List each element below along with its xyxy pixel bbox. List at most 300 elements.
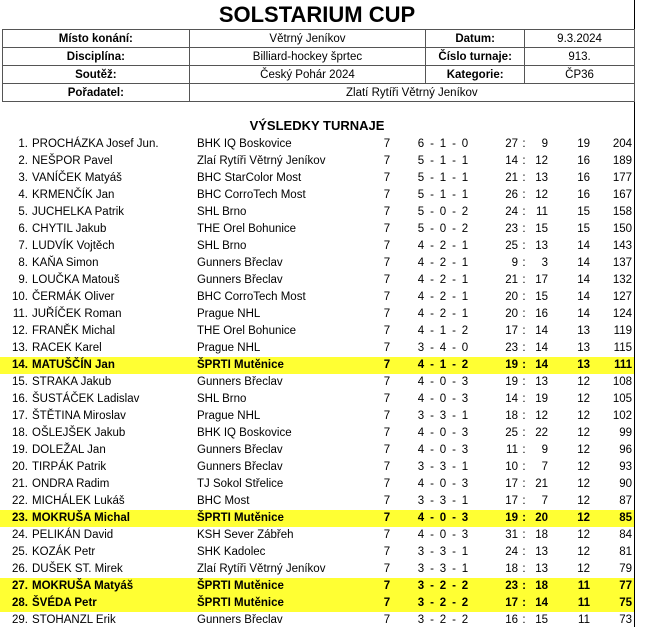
table-row <box>0 442 634 459</box>
goals-against: 7 <box>541 461 548 473</box>
wins: 4 <box>417 240 425 252</box>
club-name: Gunners Břeclav <box>197 274 283 286</box>
colon: : <box>522 325 526 337</box>
points: 12 <box>577 478 590 490</box>
rank: 19. <box>12 444 28 456</box>
draws: 3 <box>439 563 447 575</box>
dash: - <box>452 359 456 371</box>
draws: 2 <box>439 291 447 303</box>
games-played: 7 <box>383 274 391 286</box>
rank: 26. <box>12 563 28 575</box>
dash: - <box>430 155 434 167</box>
dash: - <box>452 410 456 422</box>
points: 14 <box>577 257 590 269</box>
club-name: ŠPRTI Mutěnice <box>197 580 284 592</box>
date-value: 9.3.2024 <box>525 30 635 48</box>
dash: - <box>452 546 456 558</box>
losses: 1 <box>461 189 469 201</box>
page-title: SOLSTARIUM CUP <box>218 2 416 27</box>
points: 16 <box>577 155 590 167</box>
goals-for: 25 <box>505 427 518 439</box>
games-played: 7 <box>383 580 391 592</box>
player-name: DUŠEK ST. Mirek <box>32 563 123 575</box>
points: 14 <box>577 291 590 303</box>
rank: 1. <box>18 138 28 150</box>
wins: 4 <box>417 274 425 286</box>
ranking-score: 96 <box>619 444 632 456</box>
dash: - <box>452 495 456 507</box>
dash: - <box>430 257 434 269</box>
draws: 0 <box>439 223 447 235</box>
losses: 1 <box>461 155 469 167</box>
player-name: KRMENČÍK Jan <box>32 189 115 201</box>
player-name: ONDRA Radim <box>32 478 110 490</box>
player-name: ŠUSTÁČEK Ladislav <box>32 393 140 405</box>
losses: 1 <box>461 546 469 558</box>
club-name: BHC CorroTech Most <box>197 291 306 303</box>
colon: : <box>522 444 526 456</box>
rank: 14. <box>12 359 28 371</box>
draws: 2 <box>439 257 447 269</box>
goals-against: 11 <box>536 206 548 218</box>
losses: 2 <box>461 359 469 371</box>
wins: 4 <box>417 393 425 405</box>
player-name: MOKRUŠA Matyáš <box>32 580 134 592</box>
wins: 4 <box>417 376 425 388</box>
points: 12 <box>577 546 590 558</box>
goals-for: 20 <box>505 308 518 320</box>
club-name: BHC StarColor Most <box>197 172 302 184</box>
colon: : <box>522 155 526 167</box>
goals-for: 9 <box>511 257 518 269</box>
venue-label: Místo konání: <box>3 30 190 48</box>
wins: 3 <box>417 546 425 558</box>
goals-against: 20 <box>535 512 548 524</box>
dash: - <box>430 546 434 558</box>
colon: : <box>522 563 526 575</box>
losses: 0 <box>461 342 469 354</box>
draws: 0 <box>439 512 447 524</box>
goals-against: 13 <box>535 240 548 252</box>
player-name: TIRPÁK Patrik <box>32 461 107 473</box>
dash: - <box>452 138 456 150</box>
table-row <box>0 493 634 510</box>
player-name: LOUČKA Matouš <box>32 274 120 286</box>
club-name: SHL Brno <box>197 206 247 218</box>
rank: 21. <box>12 478 28 490</box>
draws: 2 <box>439 240 447 252</box>
player-name: DOLEŽAL Jan <box>32 444 106 456</box>
player-name: ČERMÁK Oliver <box>32 291 115 303</box>
club-name: Gunners Břeclav <box>197 614 283 626</box>
goals-against: 13 <box>535 172 548 184</box>
losses: 0 <box>461 138 469 150</box>
ranking-score: 79 <box>619 563 632 575</box>
club-name: Prague NHL <box>197 410 261 422</box>
table-row <box>0 408 634 425</box>
games-played: 7 <box>383 529 391 541</box>
games-played: 7 <box>383 512 391 524</box>
dash: - <box>430 342 434 354</box>
dash: - <box>430 393 434 405</box>
colon: : <box>522 308 526 320</box>
goals-against: 19 <box>535 393 548 405</box>
goals-against: 18 <box>535 580 548 592</box>
losses: 1 <box>461 461 469 473</box>
player-name: OŠLEJŠEK Jakub <box>32 427 126 439</box>
points: 13 <box>577 342 590 354</box>
dash: - <box>452 597 456 609</box>
games-played: 7 <box>383 223 391 235</box>
ranking-score: 177 <box>612 172 632 184</box>
games-played: 7 <box>383 291 391 303</box>
dash: - <box>430 172 434 184</box>
rank: 10. <box>12 291 28 303</box>
goals-for: 18 <box>505 563 518 575</box>
goals-for: 27 <box>505 138 518 150</box>
draws: 0 <box>439 206 447 218</box>
dash: - <box>430 478 434 490</box>
losses: 1 <box>461 274 469 286</box>
dash: - <box>430 529 434 541</box>
losses: 2 <box>461 206 469 218</box>
club-name: ŠPRTI Mutěnice <box>197 512 284 524</box>
club-name: Prague NHL <box>197 342 261 354</box>
wins: 4 <box>417 325 425 337</box>
games-played: 7 <box>383 189 391 201</box>
table-row <box>0 459 634 476</box>
table-row <box>0 323 634 340</box>
ranking-score: 127 <box>612 291 632 303</box>
table-row <box>0 612 634 629</box>
dash: - <box>452 444 456 456</box>
table-row <box>0 425 634 442</box>
table-row <box>0 544 634 561</box>
ranking-score: 167 <box>612 189 632 201</box>
colon: : <box>522 206 526 218</box>
points: 11 <box>578 614 590 626</box>
club-name: BHK IQ Boskovice <box>197 138 292 150</box>
goals-for: 21 <box>505 274 518 286</box>
goals-for: 31 <box>505 529 518 541</box>
draws: 0 <box>439 529 447 541</box>
ranking-score: 158 <box>612 206 632 218</box>
player-name: JUŘÍČEK Roman <box>32 308 122 320</box>
player-name: KOZÁK Petr <box>32 546 96 558</box>
games-played: 7 <box>383 478 391 490</box>
player-name: ŠVÉDA Petr <box>32 597 97 609</box>
rank: 15. <box>12 376 28 388</box>
dash: - <box>452 461 456 473</box>
goals-against: 18 <box>535 529 548 541</box>
ranking-score: 93 <box>619 461 632 473</box>
points: 16 <box>577 172 590 184</box>
club-name: Gunners Břeclav <box>197 461 283 473</box>
draws: 1 <box>439 359 447 371</box>
dash: - <box>452 206 456 218</box>
points: 11 <box>577 597 590 609</box>
colon: : <box>522 291 526 303</box>
results-list <box>0 136 634 629</box>
losses: 2 <box>461 580 469 592</box>
club-name: BHC CorroTech Most <box>197 189 306 201</box>
points: 14 <box>577 240 590 252</box>
goals-for: 23 <box>505 342 518 354</box>
games-played: 7 <box>383 461 391 473</box>
table-row <box>0 238 634 255</box>
ranking-score: 132 <box>612 274 632 286</box>
ranking-score: 150 <box>612 223 632 235</box>
draws: 1 <box>439 172 447 184</box>
tournament-info-table <box>2 29 635 102</box>
losses: 2 <box>461 223 469 235</box>
wins: 5 <box>417 223 425 235</box>
tournament-number-value: 913. <box>525 48 635 66</box>
dash: - <box>452 172 456 184</box>
club-name: KSH Sever Zábřeh <box>197 529 294 541</box>
points: 12 <box>577 563 590 575</box>
dash: - <box>430 359 434 371</box>
points: 12 <box>577 529 590 541</box>
wins: 4 <box>417 529 425 541</box>
colon: : <box>522 223 526 235</box>
dash: - <box>452 376 456 388</box>
draws: 2 <box>439 308 447 320</box>
goals-against: 12 <box>535 155 548 167</box>
games-played: 7 <box>383 563 391 575</box>
dash: - <box>452 223 456 235</box>
colon: : <box>522 478 526 490</box>
category-value: ČP36 <box>525 66 635 84</box>
player-name: VANÍČEK Matyáš <box>32 172 122 184</box>
dash: - <box>452 427 456 439</box>
rank: 8. <box>18 257 28 269</box>
player-name: CHYTIL Jakub <box>32 223 107 235</box>
goals-against: 21 <box>535 478 548 490</box>
goals-for: 19 <box>505 512 518 524</box>
dash: - <box>452 308 456 320</box>
dash: - <box>452 291 456 303</box>
rank: 12. <box>12 325 28 337</box>
points: 12 <box>577 461 590 473</box>
ranking-score: 77 <box>619 580 632 592</box>
dash: - <box>430 614 434 626</box>
goals-against: 13 <box>535 376 548 388</box>
games-played: 7 <box>383 614 391 626</box>
losses: 1 <box>461 291 469 303</box>
rank: 17. <box>12 410 28 422</box>
ranking-score: 102 <box>612 410 632 422</box>
games-played: 7 <box>383 444 391 456</box>
wins: 3 <box>417 342 425 354</box>
competition-label: Soutěž: <box>3 66 190 84</box>
dash: - <box>452 155 456 167</box>
ranking-score: 105 <box>612 393 632 405</box>
goals-against: 14 <box>535 342 548 354</box>
colon: : <box>522 512 526 524</box>
goals-against: 14 <box>535 325 548 337</box>
player-name: NEŠPOR Pavel <box>32 155 113 167</box>
goals-for: 17 <box>505 325 518 337</box>
points: 14 <box>577 308 590 320</box>
club-name: ŠPRTI Mutěnice <box>197 597 284 609</box>
dash: - <box>430 308 434 320</box>
colon: : <box>522 172 526 184</box>
rank: 9. <box>18 274 28 286</box>
wins: 3 <box>417 461 425 473</box>
club-name: SHK Kadolec <box>197 546 266 558</box>
table-row <box>0 272 634 289</box>
player-name: MICHÁLEK Lukáš <box>32 495 125 507</box>
discipline-label: Disciplína: <box>3 48 190 66</box>
player-name: KAŇA Simon <box>32 257 99 269</box>
dash: - <box>430 563 434 575</box>
draws: 2 <box>439 274 447 286</box>
draws: 1 <box>439 325 447 337</box>
points: 19 <box>577 138 590 150</box>
dash: - <box>430 461 434 473</box>
games-played: 7 <box>383 427 391 439</box>
dash: - <box>430 189 434 201</box>
player-name: LUDVÍK Vojtěch <box>32 240 115 252</box>
goals-against: 7 <box>541 495 548 507</box>
table-row <box>0 170 634 187</box>
losses: 1 <box>461 172 469 184</box>
dash: - <box>430 291 434 303</box>
dash: - <box>452 274 456 286</box>
goals-against: 9 <box>541 444 548 456</box>
games-played: 7 <box>383 410 391 422</box>
losses: 3 <box>461 393 469 405</box>
goals-against: 3 <box>541 257 548 269</box>
colon: : <box>522 393 526 405</box>
rank: 5. <box>18 206 28 218</box>
dash: - <box>452 342 456 354</box>
club-name: THE Orel Bohunice <box>197 325 297 337</box>
points: 15 <box>577 223 590 235</box>
colon: : <box>522 580 526 592</box>
games-played: 7 <box>383 240 391 252</box>
ranking-score: 73 <box>619 614 632 626</box>
wins: 4 <box>417 359 425 371</box>
losses: 3 <box>461 444 469 456</box>
goals-against: 12 <box>535 410 548 422</box>
wins: 5 <box>417 206 425 218</box>
points: 12 <box>577 393 590 405</box>
player-name: ŠTĚTINA Miroslav <box>32 410 126 422</box>
goals-for: 14 <box>505 155 518 167</box>
colon: : <box>522 546 526 558</box>
wins: 5 <box>417 189 425 201</box>
goals-for: 24 <box>505 206 518 218</box>
dash: - <box>452 529 456 541</box>
losses: 1 <box>461 495 469 507</box>
points: 16 <box>577 189 590 201</box>
ranking-score: 137 <box>612 257 632 269</box>
draws: 2 <box>439 580 447 592</box>
points: 12 <box>577 427 590 439</box>
goals-for: 23 <box>505 223 518 235</box>
table-row <box>0 255 634 272</box>
club-name: BHK IQ Boskovice <box>197 427 292 439</box>
table-row <box>0 306 634 323</box>
games-played: 7 <box>383 206 391 218</box>
ranking-score: 85 <box>619 512 632 524</box>
goals-for: 26 <box>505 189 518 201</box>
colon: : <box>522 614 526 626</box>
rank: 20. <box>12 461 28 473</box>
points: 12 <box>577 495 590 507</box>
dash: - <box>430 240 434 252</box>
goals-for: 19 <box>505 359 518 371</box>
colon: : <box>522 189 526 201</box>
club-name: ŠPRTI Mutěnice <box>197 359 284 371</box>
losses: 2 <box>461 614 469 626</box>
draws: 1 <box>439 189 447 201</box>
games-played: 7 <box>383 376 391 388</box>
wins: 3 <box>417 597 425 609</box>
rank: 24. <box>12 529 28 541</box>
table-row <box>0 289 634 306</box>
points: 12 <box>577 410 590 422</box>
ranking-score: 111 <box>614 359 632 371</box>
table-row <box>0 136 634 153</box>
goals-for: 25 <box>505 240 518 252</box>
dash: - <box>452 563 456 575</box>
club-name: Zlaí Rytíři Větrný Jeníkov <box>197 155 326 167</box>
rank: 23. <box>12 512 28 524</box>
goals-for: 17 <box>505 478 518 490</box>
ranking-score: 81 <box>619 546 632 558</box>
dash: - <box>430 597 434 609</box>
losses: 1 <box>461 240 469 252</box>
wins: 3 <box>417 563 425 575</box>
goals-against: 13 <box>535 546 548 558</box>
dash: - <box>452 325 456 337</box>
draws: 4 <box>439 342 447 354</box>
rank: 29. <box>12 614 28 626</box>
table-row <box>0 187 634 204</box>
dash: - <box>430 444 434 456</box>
draws: 0 <box>439 478 447 490</box>
rank: 6. <box>18 223 28 235</box>
organizer-value: Zlatí Rytíři Větrný Jeníkov <box>189 84 634 102</box>
club-name: Zlaí Rytíři Větrný Jeníkov <box>197 563 326 575</box>
goals-for: 17 <box>505 597 518 609</box>
dash: - <box>452 580 456 592</box>
club-name: SHL Brno <box>197 240 247 252</box>
dash: - <box>430 138 434 150</box>
points: 14 <box>577 274 590 286</box>
club-name: TJ Sokol Střelice <box>197 478 284 490</box>
table-row <box>0 221 634 238</box>
goals-for: 16 <box>505 614 518 626</box>
table-row <box>0 391 634 408</box>
table-row <box>0 510 634 527</box>
club-name: Gunners Břeclav <box>197 257 283 269</box>
ranking-score: 84 <box>619 529 632 541</box>
colon: : <box>522 461 526 473</box>
dash: - <box>430 376 434 388</box>
table-row <box>0 527 634 544</box>
colon: : <box>522 597 526 609</box>
dash: - <box>430 223 434 235</box>
goals-against: 13 <box>535 563 548 575</box>
ranking-score: 87 <box>619 495 632 507</box>
rank: 25. <box>12 546 28 558</box>
games-played: 7 <box>383 172 391 184</box>
dash: - <box>452 393 456 405</box>
